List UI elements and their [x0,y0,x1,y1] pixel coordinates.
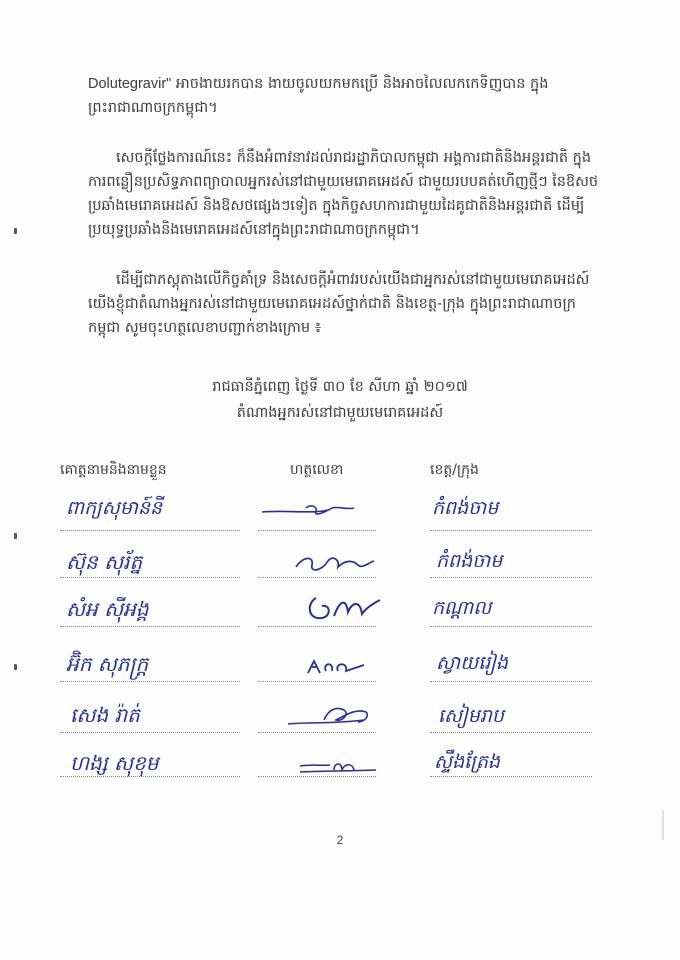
dotted-line [60,732,240,733]
province-handwritten: សៀមរាប [438,705,504,727]
signature-row [0,590,680,640]
name-handwritten: អ៊ិក សុភក្រ្ត [66,652,149,676]
dotted-line [430,530,592,531]
signature-row [0,545,680,595]
dotted-line [430,626,592,627]
paragraph-dolutegravir [88,72,608,120]
name-handwritten: ពាក្យសុមាន៍នី [66,497,163,519]
representative-line: តំណាងអ្នករស់នៅជាមួយមេរោគអេដស៍ [236,405,444,421]
column-header-name: គោត្តនាមនិងនាមខ្លួន [60,462,167,478]
dotted-line [430,681,592,682]
dotted-line [258,530,376,531]
signature-row [0,490,680,540]
signature-scribble [292,547,382,581]
paragraph-statement: សេចក្តីថ្លែងការណ៍នេះ ក៏នឹងអំពាវនាវដល់រាជរដ្ឋាភិបាលកម្ពុជា អង្គការជាតិនិងអន្តរជាតិ ក្នុងការពន្លឿនប្រសិទ្ធភាពព្យាបាលអ្នករស់នៅជាមួយមេរោគអេដស៍ ជាមួយរបបគត់ហើញថ្មីៗ នៃឱសថប្រឆាំងមេរោគអេដស៍ និងឱសថផ្សេងៗទៀត ក្នុងកិច្ចសហការជាមួយដៃគូជាតិនិងអន្តរជាតិ ដើម្បីប្រយុទ្ធប្រឆាំងនិងមេរោគអេដស៍នៅក្នុងព្រះរាជាណាចក្រកម្ពុជា។ [88,150,599,238]
dotted-line [430,577,592,578]
place-date-line: រាជធានីភ្នំពេញ ថ្ងៃទី ៣០ ខែ សីហា ឆ្នាំ ២០១៧ [212,379,468,395]
dotted-line [258,626,376,627]
dotted-line [60,530,240,531]
binding-hole-mark [14,533,17,539]
dotted-line [258,776,376,777]
province-handwritten: ស្ទឹងត្រែង [434,751,500,773]
page-number: 2 [336,833,344,847]
binding-hole-mark [14,228,17,234]
signature-scribble [304,653,374,681]
name-handwritten: សេង រ៉ាត់ [70,703,140,727]
province-handwritten: កណ្តាល [432,597,492,619]
name-handwritten: ស៊ុន សុរ័ត្ន [66,550,143,574]
dotted-line [60,626,240,627]
signature-scribble [258,496,358,526]
drug-name: Dolutegravir" [88,76,172,92]
dotted-line [258,577,376,578]
dotted-line [60,776,240,777]
dotted-line [258,681,376,682]
province-handwritten: កំពង់ចាម [436,550,503,572]
signature-row [0,645,680,695]
name-handwritten: ហង្ស សុខុម [70,751,159,775]
dotted-line [430,732,592,733]
paragraph-evidence: ដើម្បីជាភស្តុតាងលើកិច្ចគាំទ្រ និងសេចក្តីអំពាវរបស់យើងជាអ្នករស់នៅជាមួយមេរោគអេដស៍ យើងខ្ញុំជាតំណាងអ្នករស់នៅជាមួយមេរោគអេដស៍ថ្នាក់ជាតិ និងខេត្ត-ក្រុង ក្នុងព្រះរាជាណាចក្រកម្ពុជា សូមចុះហត្ថលេខាបញ្ជាក់ខាងក្រោម ៖ [88,272,590,336]
dotted-line [258,732,376,733]
binding-hole-mark [14,664,17,670]
signature-scribble [298,754,382,778]
signature-row [0,748,680,798]
signature-scribble [284,700,384,732]
column-header-province: ខេត្ត/ក្រុង [430,462,479,478]
paragraph-1-text: អាចងាយរកបាន ងាយចូលយកមកប្រើ និងអាចលៃលកកេទិញបាន ក្នុងព្រះរាជាណាចក្រកម្ពុជា។ [88,76,549,116]
dotted-line [60,681,240,682]
name-handwritten: សំអ ស៊ីអង្គ [66,597,149,621]
signature-scribble [300,590,390,630]
province-handwritten: ស្វាយរៀង [436,652,508,674]
dotted-line [430,776,592,777]
dotted-line [60,577,240,578]
signature-row [0,700,680,750]
column-header-signature: ហត្ថលេខា [290,462,344,478]
province-handwritten: កំពង់ចាម [432,497,499,519]
